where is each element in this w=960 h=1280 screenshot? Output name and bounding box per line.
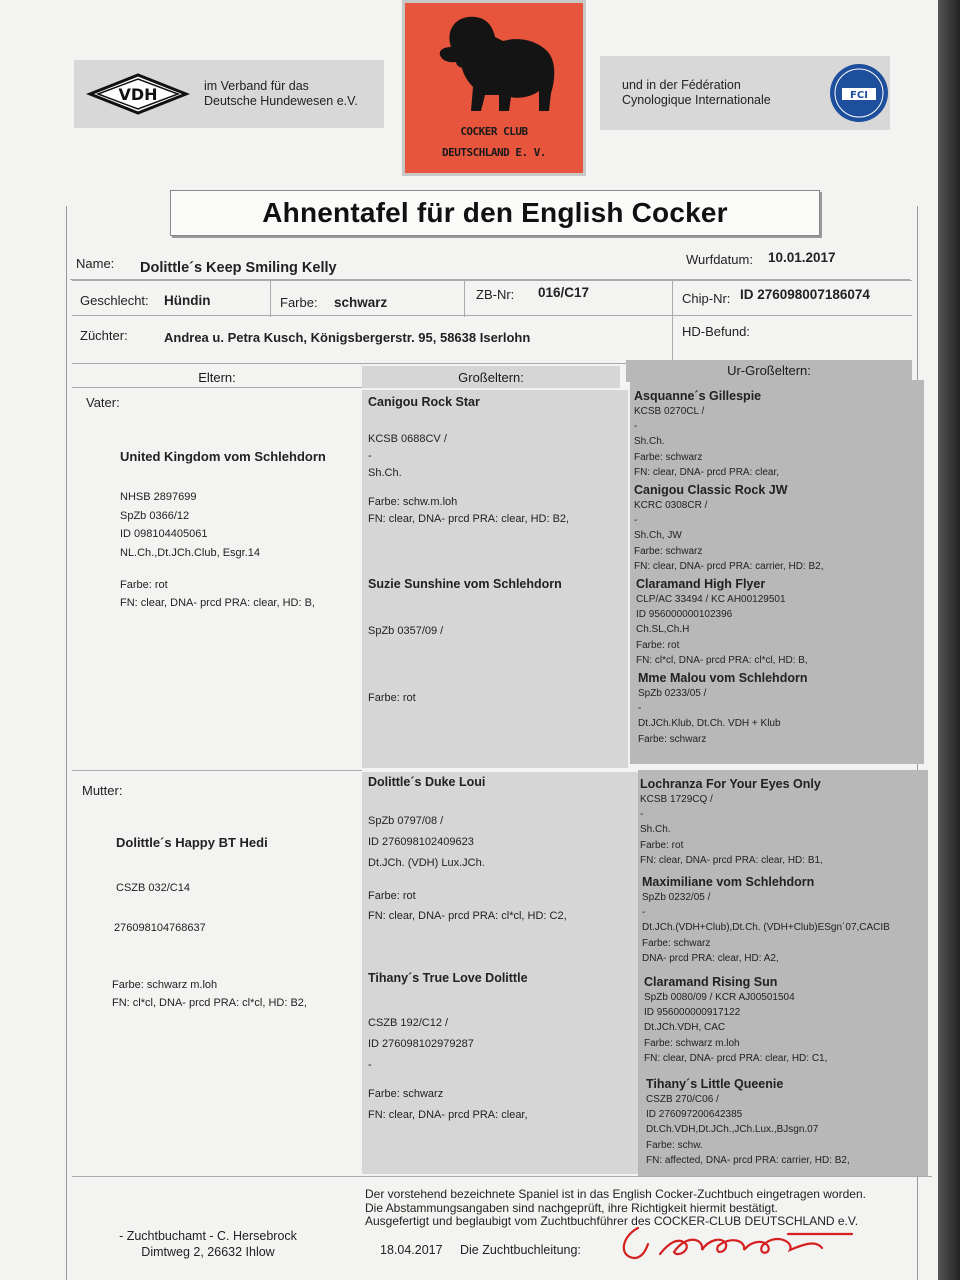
ggp-7 — [644, 974, 934, 1066]
sex-row — [72, 280, 912, 316]
sire-details — [120, 488, 260, 562]
ggp-line: Dt.JCh.(VDH+Club),Dt.Ch. (VDH+Club)ESgn´07,CACIB — [642, 922, 890, 934]
vdh-logo-text: VDH — [118, 85, 158, 104]
ggp-line: FN: cl*cl, DNA- prcd PRA: cl*cl, HD: B, — [636, 654, 808, 666]
office-line: - Zuchtbuchamt - C. Hersebrock — [119, 1229, 297, 1243]
ggp-line: FN: clear, DNA- prcd PRA: carrier, HD: B2, — [634, 560, 824, 572]
col-head-grandparents: Großeltern: — [458, 370, 524, 385]
grandparent-line: KCSB 0688CV / — [368, 433, 447, 445]
ggp-line: Farbe: schwarz m.loh — [644, 1037, 740, 1049]
dam-reg: CSZB 032/C14 — [116, 882, 190, 894]
ggp-name: Tihany´s Little Queenie — [646, 1077, 784, 1091]
farbe-label: Farbe: — [280, 295, 318, 310]
registry-office — [108, 1228, 308, 1260]
grandparent-fn: FN: clear, DNA- prcd PRA: cl*cl, HD: C2, — [368, 910, 567, 922]
ggp-1 — [634, 388, 924, 480]
ggp-line: FN: clear, DNA- prcd PRA: clear, HD: C1, — [644, 1052, 828, 1064]
fci-logo — [828, 62, 890, 124]
statement-line: Die Abstammungsangaben sind nachgeprüft, ihre Richtigkeit hiermit bestätigt. — [365, 1200, 778, 1215]
ggp-line: Dt.JCh.Klub, Dt.Ch. VDH + Klub — [638, 718, 781, 730]
grandparent-farbe: Farbe: rot — [368, 692, 416, 704]
ggp-name: Lochranza For Your Eyes Only — [640, 777, 821, 791]
ggp-line: DNA- prcd PRA: clear, HD: A2, — [642, 952, 779, 964]
breeder-row — [72, 316, 912, 364]
grandparent-3 — [368, 776, 634, 926]
statement-line: Der vorstehend bezeichnete Spaniel ist in das English Cocker-Zuchtbuch eingetragen worden. — [365, 1187, 866, 1201]
geschlecht-label: Geschlecht: — [80, 293, 149, 308]
grandparent-line: Dt.JCh. (VDH) Lux.JCh. — [368, 857, 485, 869]
vdh-text-line-2: Deutsche Hundewesen e.V. — [204, 94, 358, 108]
ggp-line: Sh.Ch. — [640, 824, 671, 836]
grandparent-1 — [368, 396, 624, 528]
ggp-line: - — [638, 703, 642, 715]
sire-line: SpZb 0366/12 — [120, 509, 190, 522]
zuechter-label: Züchter: — [80, 328, 128, 343]
cocker-club-logo — [402, 0, 586, 176]
grandparent-2 — [368, 578, 624, 705]
wurfdatum-label: Wurfdatum: — [686, 252, 753, 267]
sire-label: Vater: — [86, 395, 120, 410]
col-head-parents: Eltern: — [72, 370, 362, 388]
grandparent-name: Suzie Sunshine vom Schlehdorn — [368, 577, 562, 591]
ggp-6 — [642, 874, 932, 966]
grandparent-line: - — [368, 450, 372, 462]
grandparent-line: ID 276098102979287 — [368, 1038, 474, 1050]
ggp-3 — [636, 576, 926, 668]
ggp-line: CSZB 270/C06 / — [646, 1094, 719, 1105]
ggp-line: Sh.Ch. — [634, 436, 665, 448]
ggp-line: Farbe: schwarz — [634, 545, 703, 557]
dam-name: Dolittle´s Happy BT Hedi — [116, 835, 268, 850]
ggp-line: Farbe: rot — [636, 639, 680, 651]
sire-farbe: Farbe: rot — [120, 579, 168, 591]
sire-name: United Kingdom vom Schlehdorn — [120, 449, 326, 464]
ggp-name: Maximiliane vom Schlehdorn — [642, 875, 815, 889]
ggp-line: - — [634, 515, 638, 527]
club-name-line-2: DEUTSCHLAND E. V. — [441, 146, 547, 159]
chip-label: Chip-Nr: — [682, 291, 731, 306]
club-name-line-1: COCKER CLUB — [460, 125, 528, 138]
ggp-line: ID 956000000102396 — [636, 609, 733, 621]
fci-logo-text: FCI — [850, 90, 868, 101]
zuechter-value: Andrea u. Petra Kusch, Königsbergerstr. 95, 58638 Iserlohn — [164, 330, 531, 345]
ggp-name: Canigou Classic Rock JW — [634, 483, 788, 497]
ggp-line: KCSB 1729CQ / — [640, 794, 713, 805]
ggp-line: - — [634, 421, 638, 433]
grandparent-line: SpZb 0357/09 / — [368, 625, 444, 637]
sire-line: ID 098104405061 — [120, 528, 208, 540]
ggp-line: Dt.Ch.VDH,Dt.JCh.,JCh.Lux.,BJsgn.07 — [646, 1124, 819, 1136]
page-title: Ahnentafel für den English Cocker — [262, 197, 728, 228]
fci-header — [600, 56, 890, 130]
name-label: Name: — [76, 256, 115, 271]
dam-farbe: Farbe: schwarz m.loh — [112, 979, 218, 991]
ggp-2 — [634, 482, 924, 574]
ggp-line: SpZb 0080/09 / KCR AJ00501504 — [644, 992, 795, 1003]
grandparent-fn: FN: clear, DNA- prcd PRA: clear, HD: B2, — [368, 513, 570, 525]
ggp-line: SpZb 0233/05 / — [638, 688, 707, 699]
ggp-line: Farbe: rot — [640, 839, 684, 851]
ggp-line: Farbe: schw. — [646, 1139, 703, 1151]
wurfdatum-value: 10.01.2017 — [768, 250, 836, 265]
ggp-line: Farbe: schwarz — [634, 451, 703, 463]
grandparent-4 — [368, 972, 634, 1126]
ggp-line: KCRC 0308CR / — [634, 500, 708, 511]
grandparent-line: ID 276098102409623 — [368, 836, 474, 848]
col-head-greatgrandparents: Ur-Großeltern: — [727, 363, 811, 378]
sire-line: NHSB 2897699 — [120, 491, 197, 503]
ggp-name: Claramand High Flyer — [636, 577, 766, 591]
ggp-name: Claramand Rising Sun — [644, 975, 778, 989]
ggp-line: KCSB 0270CL / — [634, 406, 705, 417]
ggp-line: Dt.JCh.VDH, CAC — [644, 1022, 726, 1034]
ggp-line: - — [640, 809, 644, 821]
dog-name: Dolittle´s Keep Smiling Kelly — [140, 260, 337, 276]
fci-text-line-2: Cynologique Internationale — [622, 93, 771, 107]
fci-text-line-1: und in der Fédération — [622, 78, 741, 92]
grandparent-line: CSZB 192/C12 / — [368, 1017, 449, 1029]
ggp-name: Mme Malou vom Schlehdorn — [638, 671, 808, 685]
ggp-line: FN: clear, DNA- prcd PRA: clear, HD: B1, — [640, 854, 823, 866]
grandparent-line: Sh.Ch. — [368, 467, 402, 479]
ggp-line: SpZb 0232/05 / — [642, 892, 711, 903]
sire-fn: FN: clear, DNA- prcd PRA: clear, HD: B, — [120, 597, 315, 609]
grandparent-farbe: Farbe: schw.m.loh — [368, 496, 458, 508]
background-edge — [938, 0, 960, 1280]
signature — [608, 1214, 868, 1266]
ggp-line: Farbe: schwarz — [638, 733, 707, 745]
dam-fn: FN: cl*cl, DNA- prcd PRA: cl*cl, HD: B2, — [112, 997, 307, 1009]
sire-health — [120, 576, 315, 612]
ggp-line: ID 956000000917122 — [644, 1007, 741, 1019]
ggp-line: CLP/AC 33494 / KC AH00129501 — [636, 594, 786, 605]
ggp-line: FN: clear, DNA- prcd PRA: clear, — [634, 466, 780, 478]
ggp-5 — [640, 776, 930, 868]
grandparent-fn: FN: clear, DNA- prcd PRA: clear, — [368, 1109, 528, 1121]
ggp-line: - — [642, 907, 646, 919]
zb-value: 016/C17 — [538, 285, 590, 300]
vdh-logo — [86, 72, 190, 116]
sire-line: NL.Ch.,Dt.JCh.Club, Esgr.14 — [120, 546, 261, 559]
grandparent-name: Canigou Rock Star — [368, 395, 480, 409]
signature-label: Die Zuchtbuchleitung: — [460, 1243, 581, 1257]
cocker-spaniel-icon — [423, 7, 571, 117]
farbe-value: schwarz — [334, 295, 388, 310]
ggp-line: ID 276097200642385 — [646, 1109, 743, 1121]
statement-line: Ausgefertigt und beglaubigt vom Zuchtbuchführer des COCKER-CLUB DEUTSCHLAND e.V. — [365, 1214, 859, 1228]
dam-label: Mutter: — [82, 783, 123, 798]
office-line: Dimtweg 2, 26632 Ihlow — [141, 1245, 275, 1259]
issue-date: 18.04.2017 — [380, 1243, 443, 1257]
ggp-4 — [638, 670, 928, 747]
grandparent-line: - — [368, 1059, 372, 1071]
ggp-line: Ch.SL,Ch.H — [636, 624, 690, 636]
dam-id: 276098104768637 — [114, 922, 206, 934]
grandparent-name: Dolittle´s Duke Loui — [368, 775, 486, 789]
ggp-line: Sh.Ch, JW — [634, 530, 682, 542]
ggp-line: FN: affected, DNA- prcd PRA: carrier, HD: B2, — [646, 1154, 850, 1166]
ggp-name: Asquanne´s Gillespie — [634, 389, 762, 403]
dam-health — [112, 976, 307, 1012]
hd-label: HD-Befund: — [682, 324, 750, 339]
vdh-header — [74, 60, 384, 128]
grandparent-line: SpZb 0797/08 / — [368, 815, 444, 827]
ggp-line: Farbe: schwarz — [642, 937, 711, 949]
name-row — [70, 246, 910, 280]
grandparent-name: Tihany´s True Love Dolittle — [368, 971, 528, 985]
grandparent-farbe: Farbe: rot — [368, 890, 416, 902]
zb-label: ZB-Nr: — [476, 287, 515, 302]
vdh-text-line-1: im Verband für das — [204, 79, 309, 93]
geschlecht-value: Hündin — [164, 293, 211, 308]
ggp-8 — [646, 1076, 936, 1168]
chip-value: ID 276098007186074 — [740, 287, 870, 302]
grandparent-farbe: Farbe: schwarz — [368, 1088, 444, 1100]
